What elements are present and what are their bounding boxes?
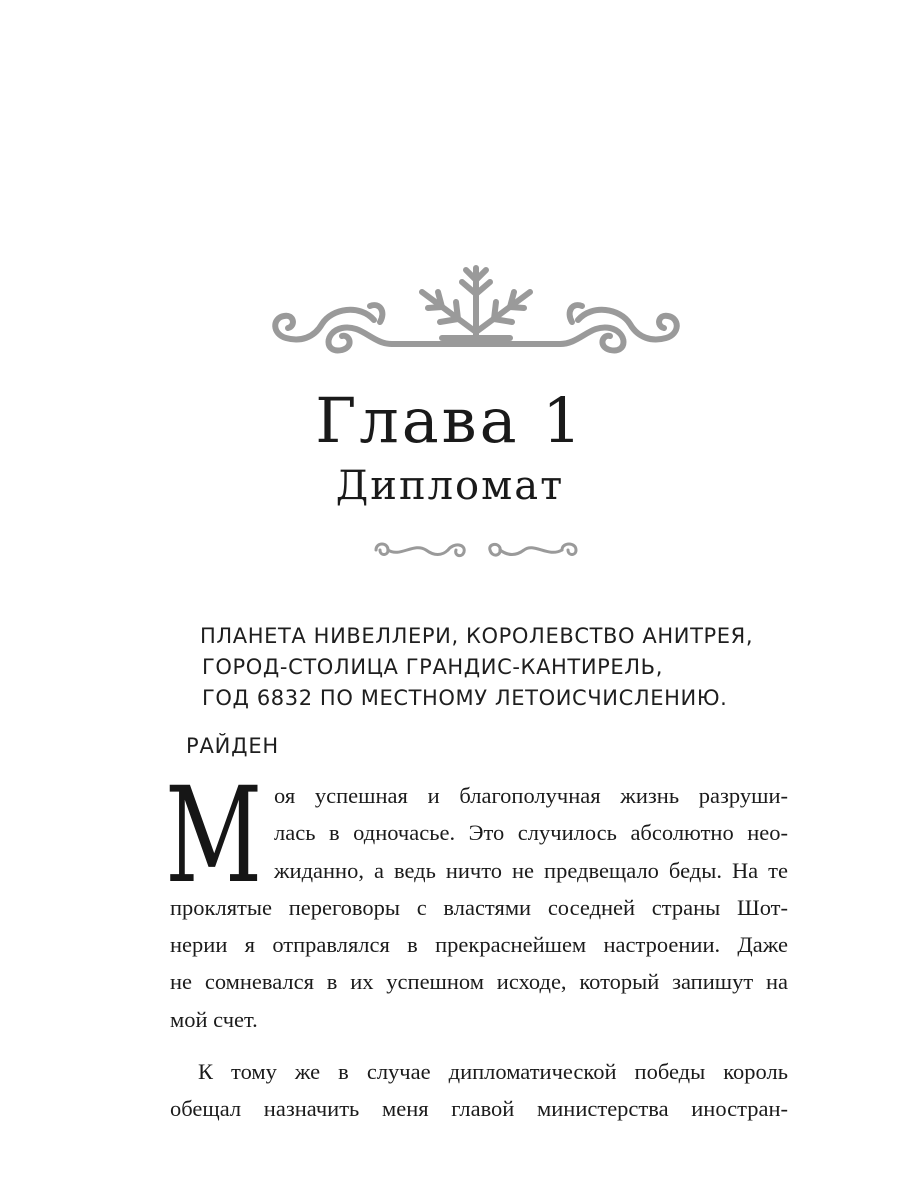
body-text (170, 777, 788, 1128)
swirl-divider-icon (370, 538, 584, 562)
paragraph (170, 777, 788, 1038)
text-line: не сомневался в их успешном исходе, который запишут на (170, 969, 788, 995)
setting-line: ГОД 6832 ПО МЕСТНОМУ ЛЕТОИСЧИСЛЕНИЮ. (202, 686, 728, 710)
chapter-title: Глава 1 (315, 384, 585, 457)
text-line: обещал назначить меня главой министерства иностран- (170, 1096, 788, 1122)
text-line: жиданно, а ведь ничто не предвещало беды. На те (274, 857, 788, 883)
snowflake-ornament-icon (262, 262, 690, 356)
text-line: оя успешная и благополучная жизнь разруши- (274, 783, 788, 808)
text-line: лась в одночасье. Это случилось абсолютно нео- (274, 820, 788, 846)
text-line: проклятые переговоры с властями соседней страны Шот- (170, 894, 788, 920)
chapter-subtitle: Дипломат (335, 463, 565, 509)
setting-line: ГОРОД-СТОЛИЦА ГРАНДИС-КАНТИРЕЛЬ, (202, 655, 663, 679)
text-line: мой счет. (170, 1006, 258, 1032)
drop-cap: М (165, 759, 263, 913)
text-line: нерии я отправлялся в прекраснейшем настроении. Даже (170, 932, 788, 958)
text-line: К тому же в случае дипломатической победы король (198, 1059, 788, 1085)
speaker-name: РАЙДЕН (186, 734, 280, 758)
paragraph (170, 1053, 788, 1128)
setting-line: ПЛАНЕТА НИВЕЛЛЕРИ, КОРОЛЕВСТВО АНИТРЕЯ, (200, 624, 754, 648)
setting-block (200, 621, 820, 714)
